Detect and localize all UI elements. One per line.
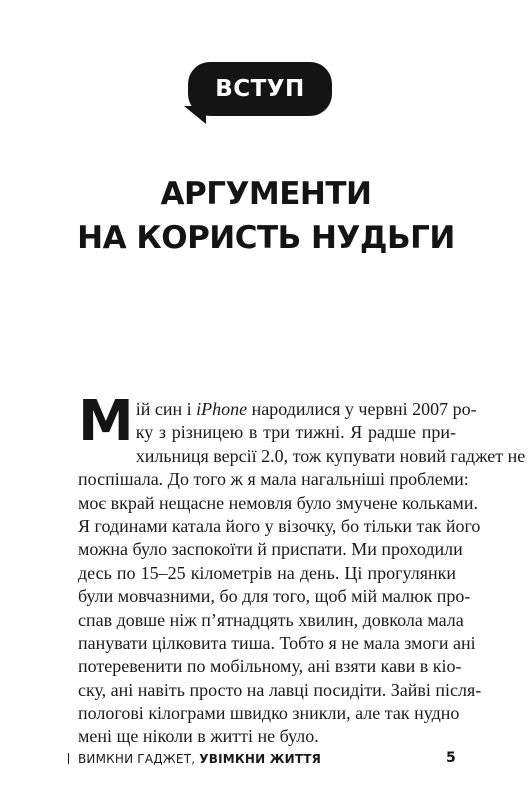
body-line: ій син і iPhone народилися у червні 2007 ро- <box>135 399 477 419</box>
body-line: моє вкрай нещасне немовля було змучене кольками. <box>78 492 478 513</box>
footer-book-title: ВИМКНИ ГАДЖЕТ, <box>78 752 200 766</box>
drop-cap: М <box>78 389 134 454</box>
body-line: були мовчазними, бо для того, щоб мій малюк про- <box>78 586 471 607</box>
footer-book-title-bold: УВІМКНИ ЖИТТЯ <box>199 752 322 766</box>
body-line: пологові кілограми швидко зникли, але так нудно <box>78 703 460 724</box>
body-line: потеревенити по мобільному, ані взяти кави в кіо- <box>78 656 462 677</box>
body-line: хильниця версії 2.0, тож купувати новий гаджет не <box>135 445 526 466</box>
footer-divider <box>68 753 69 764</box>
body-line: панувати цілковита тиша. Тобто я не мала змоги ані <box>78 632 476 653</box>
speech-bubble-tail <box>184 106 206 124</box>
page-number: 5 <box>446 750 456 766</box>
running-footer <box>68 752 321 766</box>
iphone-italic: iPhone <box>196 399 248 419</box>
body-line: ку з різницею в три тижні. Я радше при- <box>135 422 456 443</box>
body-line: поспішала. До того ж я мала нагальніші проблеми: <box>78 469 469 490</box>
chapter-label: ВСТУП <box>215 76 305 102</box>
body-line: десь по 15–25 кілометрів на день. Ці прогулянки <box>78 562 456 583</box>
body-line: можна було заспокоїти й приспати. Ми проходили <box>78 539 463 560</box>
page-title-line-1: АРГУМЕНТИ <box>160 176 372 212</box>
body-line: ску, ані навіть просто на лавці посидіти. Зайві після- <box>78 679 482 700</box>
body-line: Я годинами катала його у візочку, бо тільки так його <box>78 515 481 536</box>
body-line: мені ще ніколи в житті не було. <box>78 726 319 747</box>
chapter-badge <box>188 62 332 116</box>
body-line: спав довше ніж п’ятнадцять хвилин, довкола мала <box>78 609 464 630</box>
page-title <box>0 172 532 260</box>
page-title-line-2: НА КОРИСТЬ НУДЬГИ <box>77 220 455 256</box>
body-paragraph <box>78 389 526 749</box>
